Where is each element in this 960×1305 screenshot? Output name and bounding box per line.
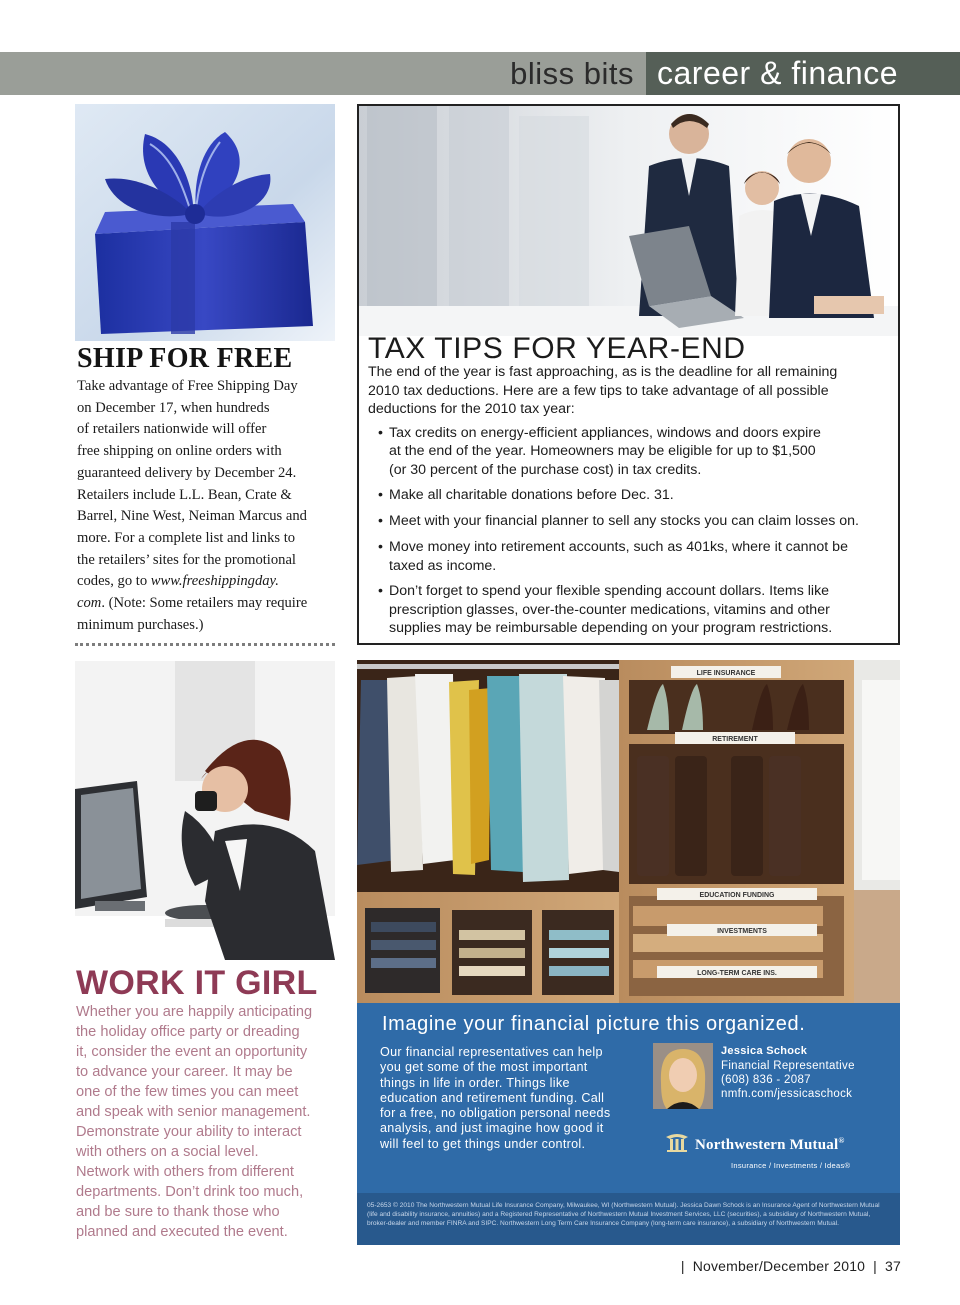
tax-tip-line: Meet with your financial planner to sell any stocks you can claim losses on.	[389, 513, 859, 530]
ad-copy-line: you get some of the most important	[380, 1060, 588, 1075]
work-line: it, consider the event an opportunity	[76, 1044, 308, 1060]
ad-copy-line: education and retirement funding. Call	[380, 1090, 605, 1105]
ad-copy-line: analysis, and just imagine how good it	[380, 1121, 604, 1136]
ship-line: Barrel, Nine West, Neiman Marcus and	[77, 508, 307, 525]
tax-tip-item	[368, 512, 893, 530]
free-shipping-url-link[interactable]: www.freeshippingday.	[150, 573, 279, 590]
work-it-girl-body	[76, 1002, 338, 1242]
tax-tip-line: Make all charitable donations before Dec. 31.	[389, 487, 674, 504]
ad-copy-line: for a free, no obligation personal needs	[380, 1106, 611, 1121]
footer-separator: |	[680, 1258, 685, 1274]
ship-line: minimum purchases.)	[77, 616, 204, 633]
section-label-career-finance: career & finance	[646, 52, 960, 95]
tax-tips-intro	[368, 363, 888, 419]
ship-line: of retailers nationwide will offer	[77, 421, 267, 438]
ship-line: Retailers include L.L. Bean, Crate &	[77, 486, 292, 503]
tax-intro-line: The end of the year is fast approaching, as is the deadline for all remaining	[368, 364, 838, 380]
bullet-icon: •	[378, 425, 383, 441]
ship-for-free-body	[77, 376, 339, 636]
closet-label-long-term-care: LONG-TERM CARE INS.	[697, 970, 777, 977]
work-line: departments. Don’t drink too much,	[76, 1184, 304, 1200]
ship-line: free shipping on online orders with	[77, 443, 282, 460]
organized-closet-photo	[357, 660, 900, 1003]
work-line: one of the few times you can meet	[76, 1084, 299, 1100]
work-line: Network with others from different	[76, 1164, 294, 1180]
brand-tagline: Insurance / Investments / Ideas®	[731, 1161, 851, 1170]
page-footer	[673, 1258, 901, 1274]
ship-for-free-heading: SHIP FOR FREE	[77, 343, 293, 374]
work-line: and be sure to thank those who	[76, 1204, 280, 1220]
tax-tip-item	[368, 486, 893, 504]
tax-tip-line: Don’t forget to spend your flexible spending account dollars. Items like	[389, 583, 830, 600]
representative-website[interactable]: nmfn.com/jessicaschock	[721, 1088, 853, 1100]
tax-tips-box	[357, 104, 900, 645]
brand-name: Northwestern Mutual	[695, 1137, 839, 1153]
closet-label-life-insurance: LIFE INSURANCE	[696, 670, 756, 677]
ship-line	[77, 571, 339, 593]
representative-name: Jessica Schock	[721, 1045, 808, 1057]
tax-intro-line: 2010 tax deductions. Here are a few tips to take advantage of all possible	[368, 382, 829, 399]
ship-line: on December 17, when hundreds	[77, 399, 270, 416]
tax-intro-line: deductions for the 2010 tax year:	[368, 401, 575, 417]
closet-label-retirement: RETIREMENT	[712, 736, 758, 743]
footer-separator: |	[873, 1258, 878, 1274]
business-team-photo	[359, 106, 898, 336]
bullet-icon: •	[378, 487, 383, 504]
tax-tip-line: taxed as income.	[389, 557, 497, 574]
closet-label-education: EDUCATION FUNDING	[699, 892, 775, 899]
ship-line-text: codes, go to	[77, 573, 151, 590]
ship-line: guaranteed delivery by December 24.	[77, 464, 297, 481]
section-label-bliss-bits: bliss bits	[510, 56, 634, 91]
free-shipping-url-link-cont[interactable]: com	[77, 595, 102, 612]
work-line: and speak with senior management.	[76, 1104, 311, 1120]
work-line: Whether you are happily anticipating	[76, 1004, 313, 1020]
issue-date: November/December 2010	[692, 1258, 866, 1274]
tax-tip-line: Tax credits on energy-efficient appliances, windows and doors expire	[389, 425, 821, 441]
ship-line-text: . (Note: Some retailers may require	[101, 595, 308, 612]
tax-tips-heading: TAX TIPS FOR YEAR-END	[368, 332, 746, 365]
ship-line: Take advantage of Free Shipping Day	[77, 378, 298, 394]
work-line: the holiday office party or dreading	[76, 1024, 300, 1040]
ship-line	[77, 593, 339, 615]
ad-headline: Imagine your financial picture this organized.	[382, 1013, 806, 1035]
work-line: to advance your career. It may be	[76, 1064, 293, 1080]
woman-at-computer-photo	[75, 661, 335, 960]
ad-copy-line: will feel to get things under control.	[380, 1136, 586, 1151]
tax-tip-line: (or 30 percent of the purchase cost) in tax credits.	[389, 461, 702, 478]
tax-tip-line: prescription glasses, over-the-counter medications, vitamins and other	[389, 601, 830, 618]
work-line: planned and executed the event.	[76, 1224, 288, 1240]
work-line: Demonstrate your ability to interact	[76, 1124, 302, 1140]
ad-copy-line: Our financial representatives can help	[380, 1045, 603, 1059]
ad-info-panel	[357, 1003, 900, 1245]
bullet-icon: •	[378, 513, 383, 530]
ad-copy-line: things in life in order. Things like	[380, 1075, 570, 1090]
representative-photo	[653, 1043, 713, 1109]
tax-tips-list	[368, 424, 893, 645]
closet-label-investments: INVESTMENTS	[717, 928, 767, 935]
tax-tip-line: supplies may be reimbursable depending on your program restrictions.	[389, 620, 833, 637]
representative-title: Financial Representative	[721, 1060, 855, 1072]
section-divider	[75, 643, 335, 648]
ship-line: more. For a complete list and links to	[77, 529, 296, 546]
bullet-icon: •	[378, 583, 383, 600]
tax-tip-item	[368, 582, 893, 637]
page-number: 37	[885, 1258, 901, 1274]
ad-fine-print: 05-2653 © 2010 The Northwestern Mutual Life Insurance Company, Milwaukee, WI (Northwestern Mutual). Jessica Dawn Schock is an Insurance Agent of Northwestern Mutual (life and disability insurance, annuities) and a Registered Representative of Northwestern Mutual Investment Services, LLC (securities), a subsidiary of Northwestern Mutual, broker-dealer and member FINRA and SIPC. Northwestern Long Term Care Insurance Company (long-term care insurance), a subsidiary of Northwestern Mutual.	[357, 1193, 900, 1245]
brand-registered-mark: ®	[838, 1136, 845, 1145]
gift-box-photo	[75, 104, 335, 341]
work-it-girl-heading: WORK IT GIRL	[76, 964, 318, 1002]
northwestern-mutual-logo-icon	[664, 1131, 690, 1153]
tax-tip-line: Move money into retirement accounts, such as 401ks, where it cannot be	[389, 539, 848, 556]
tax-tip-line: at the end of the year. Homeowners may be eligible for up to $1,500	[389, 443, 816, 460]
work-line: with others on a social level.	[76, 1144, 259, 1160]
representative-phone[interactable]: (608) 836 - 2087	[721, 1074, 811, 1086]
ship-line: the retailers’ sites for the promotional	[77, 551, 296, 568]
ad-copy	[380, 1045, 642, 1152]
northwestern-mutual-ad[interactable]	[357, 660, 900, 1245]
tax-tip-item	[368, 538, 893, 575]
tax-tip-item	[368, 424, 893, 479]
northwestern-mutual-wordmark	[695, 1136, 845, 1154]
bullet-icon: •	[378, 539, 383, 556]
